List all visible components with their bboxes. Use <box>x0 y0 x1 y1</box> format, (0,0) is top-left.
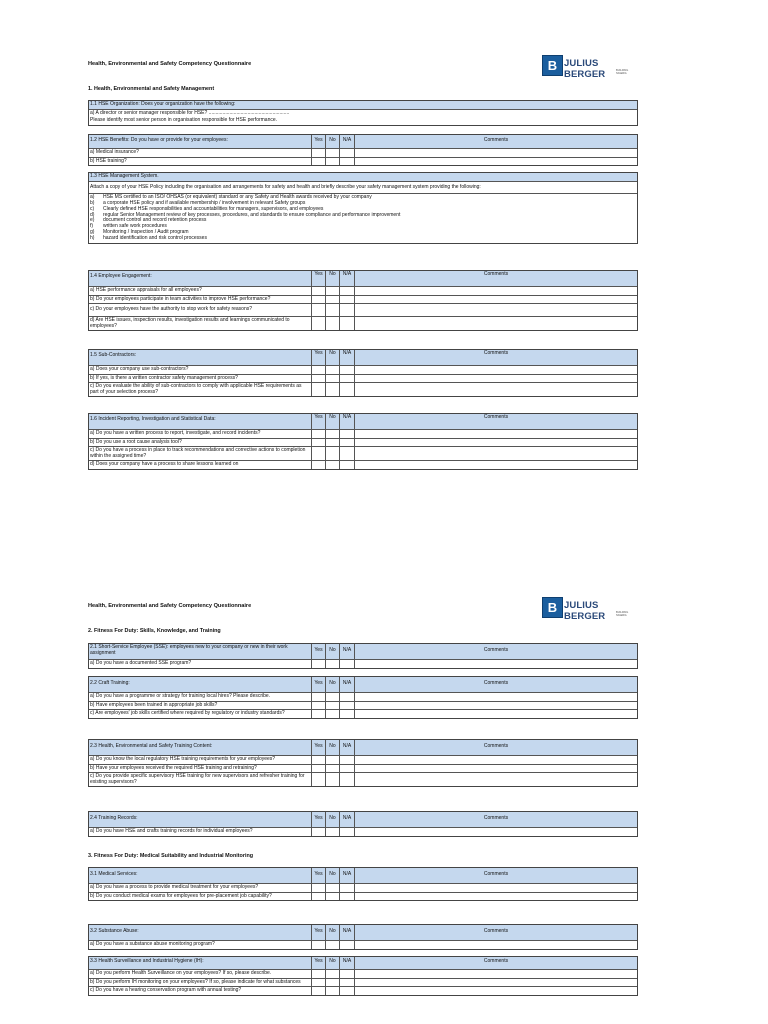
col-yes: Yes <box>311 271 325 286</box>
list-item: h) hazard identification and risk control processes <box>90 234 207 241</box>
answer-yes[interactable] <box>311 439 325 447</box>
comment-cell[interactable] <box>354 773 637 786</box>
answer-na[interactable] <box>339 447 354 460</box>
section-1-title: 1. Health, Environmental and Safety Management <box>88 86 215 92</box>
answer-na[interactable] <box>339 765 354 773</box>
table-2-4-title: 2.4 Training Records: <box>90 815 138 821</box>
julius-berger-logo <box>542 597 632 622</box>
section-3-title: 3. Fitness For Duty: Medical Suitability and Industrial Monitoring <box>88 853 254 859</box>
table-2-3-title: 2.3 Health, Environmental and Safety Training Content: <box>90 743 213 749</box>
col-na: N/A <box>339 868 354 883</box>
answer-na[interactable] <box>339 884 354 892</box>
answer-yes[interactable] <box>311 287 325 295</box>
col-comments: Comments <box>354 957 637 969</box>
answer-na[interactable] <box>339 979 354 987</box>
question-1-6-c: c) Do you have a process in place to track recommendations and corrective actions to completion within the assigned time? <box>90 447 306 459</box>
col-no: No <box>325 350 339 365</box>
question-2-3-c: c) Do you provide specific supervisory HSE training for new supervisors and refresher training for existing supervisors? <box>90 773 305 785</box>
comment-cell[interactable] <box>354 304 637 316</box>
table-1-3-title: 1.3 HSE Management System. <box>90 173 159 179</box>
list-item: e) document control and record retention process <box>90 217 207 224</box>
question-1-6-a: a) Do you have a written process to report, investigate, and record incidents? <box>90 430 261 436</box>
table-2-2 <box>88 676 638 719</box>
answer-na[interactable] <box>339 430 354 438</box>
julius-berger-logo <box>542 55 632 80</box>
col-na: N/A <box>339 677 354 692</box>
question-2-4-a: a) Do you have HSE and crafts training records for individual employees? <box>90 828 253 834</box>
answer-yes[interactable] <box>311 430 325 438</box>
question-1-5-a: a) Does your company use sub-contractors? <box>90 366 189 372</box>
answer-na[interactable] <box>339 287 354 295</box>
comment-cell[interactable] <box>354 149 637 157</box>
answer-yes[interactable] <box>311 461 325 469</box>
answer-no[interactable] <box>325 296 339 304</box>
table-1-5 <box>88 349 638 397</box>
comment-cell[interactable] <box>354 430 637 438</box>
answer-no[interactable] <box>325 941 339 949</box>
answer-no[interactable] <box>325 317 339 330</box>
list-item: b) a corporate HSE policy and if available membership / involvement in relevant Safety groups <box>90 199 306 206</box>
table-2-1 <box>88 643 638 669</box>
logo-wordmark: JULIUS BERGER <box>564 600 606 622</box>
comment-cell[interactable] <box>354 317 637 330</box>
table-1-3-intro: Attach a copy of your HSE Policy including the organisation and arrangements for safety and health and briefly describe your safety management system providing the following: <box>90 183 481 190</box>
table-3-3-title: 3.3 Health Surveillance and Industrial Hygiene (IH): <box>90 958 204 964</box>
answer-no[interactable] <box>325 828 339 836</box>
col-yes: Yes <box>311 644 325 659</box>
section-2-title: 2. Fitness For Duty: Skills, Knowledge, and Training <box>88 628 221 634</box>
logo-tagline: BUILDING NIGERIA <box>616 69 629 75</box>
answer-no[interactable] <box>325 149 339 157</box>
question-2-2-b: b) Have employees been trained in appropriate job skills? <box>90 701 218 708</box>
col-no: No <box>325 957 339 969</box>
question-1-1-note: Please identify most senior person in organisation responsible for HSE performance. <box>90 117 278 124</box>
comment-cell[interactable] <box>354 287 637 295</box>
table-1-5-title: 1.5 Sub-Contractors: <box>90 352 137 358</box>
answer-na[interactable] <box>339 296 354 304</box>
question-3-3-c: c) Do you have a hearing conservation program with annual testing? <box>90 987 242 994</box>
answer-na[interactable] <box>339 702 354 710</box>
answer-na[interactable] <box>339 461 354 469</box>
answer-no[interactable] <box>325 304 339 316</box>
answer-no[interactable] <box>325 970 339 978</box>
comment-cell[interactable] <box>354 158 637 166</box>
col-na: N/A <box>339 925 354 940</box>
col-no: No <box>325 271 339 286</box>
question-2-3-b: b) Have your employees received the required HSE training and retraining? <box>90 764 257 771</box>
comment-cell[interactable] <box>354 884 637 892</box>
col-yes: Yes <box>311 925 325 940</box>
table-1-3 <box>88 172 638 244</box>
comment-cell[interactable] <box>354 987 637 995</box>
col-comments: Comments <box>354 350 637 365</box>
table-1-6-title: 1.6 Incident Reporting, Investigation and Statistical Data: <box>90 416 216 422</box>
answer-na[interactable] <box>339 773 354 786</box>
table-3-1-title: 3.1 Medical Services: <box>90 871 138 877</box>
answer-na[interactable] <box>339 317 354 330</box>
page-2 <box>0 512 768 1024</box>
col-no: No <box>325 414 339 429</box>
question-1-1-a: a) A director or senior manager responsible for HSE? .......................................................... <box>90 109 290 116</box>
answer-yes[interactable] <box>311 149 325 157</box>
table-1-2 <box>88 134 638 166</box>
question-2-1-a: a) Do you have a documented SSE program? <box>90 660 192 666</box>
question-2-2-a: a) Do you have a programme or strategy for training local hires? Please describe. <box>90 693 271 699</box>
question-3-3-a: a) Do you perform Health Surveillance on your employees? If so, please describe. <box>90 970 272 976</box>
comment-cell[interactable] <box>354 710 637 718</box>
answer-yes[interactable] <box>311 773 325 786</box>
answer-na[interactable] <box>339 828 354 836</box>
answer-yes[interactable] <box>311 693 325 701</box>
table-1-6 <box>88 413 638 470</box>
question-1-5-c: c) Do you evaluate the ability of sub-contractors to comply with applicable HSE requirements as part of your selection process? <box>90 383 302 395</box>
logo-b-icon: B <box>542 55 563 76</box>
comment-cell[interactable] <box>354 970 637 978</box>
comment-cell[interactable] <box>354 296 637 304</box>
answer-na[interactable] <box>339 158 354 166</box>
comment-cell[interactable] <box>354 660 637 668</box>
question-1-4-a: a) HSE performance appraisals for all employees? <box>90 287 202 293</box>
table-1-4-title: 1.4 Employee Engagement: <box>90 273 152 279</box>
col-na: N/A <box>339 812 354 827</box>
table-3-2-title: 3.2 Substance Abuse: <box>90 928 139 934</box>
answer-no[interactable] <box>325 287 339 295</box>
answer-yes[interactable] <box>311 158 325 166</box>
comment-cell[interactable] <box>354 383 637 396</box>
comment-cell[interactable] <box>354 461 637 469</box>
question-3-3-b: b) Do you perform IH monitoring on your employees? If so, please indicate for what substances <box>90 978 301 985</box>
comment-cell[interactable] <box>354 756 637 764</box>
comment-cell[interactable] <box>354 979 637 987</box>
comment-cell[interactable] <box>354 765 637 773</box>
question-1-5-b: b) If yes, is there a written contractor safety management process? <box>90 374 238 381</box>
col-no: No <box>325 677 339 692</box>
answer-yes[interactable] <box>311 660 325 668</box>
logo-wordmark: JULIUS BERGER <box>564 58 606 80</box>
col-comments: Comments <box>354 271 637 286</box>
answer-yes[interactable] <box>311 375 325 383</box>
col-no: No <box>325 644 339 659</box>
table-1-2-title: 1.2 HSE Benefits: Do you have or provide for your employees: <box>90 137 228 143</box>
answer-yes[interactable] <box>311 317 325 330</box>
answer-yes[interactable] <box>311 383 325 396</box>
list-item: d) regular Senior Management review of key processes, procedures, and standards to ensure compliance and performance improvement <box>90 211 401 218</box>
table-1-1-title: 1.1 HSE Organization: Does your organization have the following: <box>90 101 236 107</box>
answer-na[interactable] <box>339 710 354 718</box>
answer-yes[interactable] <box>311 941 325 949</box>
table-2-3 <box>88 739 638 787</box>
col-na: N/A <box>339 740 354 755</box>
col-comments: Comments <box>354 740 637 755</box>
col-na: N/A <box>339 957 354 969</box>
col-na: N/A <box>339 135 354 148</box>
answer-yes[interactable] <box>311 970 325 978</box>
question-1-6-b: b) Do you use a root cause analysis tool? <box>90 438 182 445</box>
comment-cell[interactable] <box>354 828 637 836</box>
question-3-1-a: a) Do you have a process to provide medical treatment for your employees? <box>90 884 259 890</box>
table-3-1 <box>88 867 638 901</box>
question-2-2-c: c) Are employees' job skills certified where required by regulatory or industry standards? <box>90 710 285 717</box>
answer-no[interactable] <box>325 375 339 383</box>
logo-b-icon: B <box>542 597 563 618</box>
answer-yes[interactable] <box>311 296 325 304</box>
col-no: No <box>325 868 339 883</box>
col-comments: Comments <box>354 135 637 148</box>
col-comments: Comments <box>354 812 637 827</box>
answer-na[interactable] <box>339 987 354 995</box>
col-yes: Yes <box>311 677 325 692</box>
answer-no[interactable] <box>325 461 339 469</box>
answer-na[interactable] <box>339 693 354 701</box>
answer-na[interactable] <box>339 439 354 447</box>
answer-no[interactable] <box>325 979 339 987</box>
col-yes: Yes <box>311 350 325 365</box>
table-1-4 <box>88 270 638 331</box>
table-2-2-title: 2.2 Craft Training: <box>90 680 130 686</box>
answer-na[interactable] <box>339 970 354 978</box>
answer-yes[interactable] <box>311 304 325 316</box>
answer-no[interactable] <box>325 702 339 710</box>
question-1-6-d: d) Does your company have a process to share lessons learned on <box>90 461 239 468</box>
col-comments: Comments <box>354 644 637 659</box>
answer-no[interactable] <box>325 430 339 438</box>
answer-no[interactable] <box>325 439 339 447</box>
answer-no[interactable] <box>325 710 339 718</box>
answer-yes[interactable] <box>311 987 325 995</box>
answer-na[interactable] <box>339 149 354 157</box>
col-no: No <box>325 740 339 755</box>
answer-no[interactable] <box>325 756 339 764</box>
answer-no[interactable] <box>325 773 339 786</box>
comment-cell[interactable] <box>354 941 637 949</box>
table-1-1 <box>88 100 638 126</box>
document-title: Health, Environmental and Safety Competency Questionnaire <box>88 603 252 609</box>
answer-yes[interactable] <box>311 828 325 836</box>
col-yes: Yes <box>311 414 325 429</box>
col-yes: Yes <box>311 957 325 969</box>
col-na: N/A <box>339 271 354 286</box>
col-no: No <box>325 925 339 940</box>
answer-na[interactable] <box>339 660 354 668</box>
answer-na[interactable] <box>339 383 354 396</box>
answer-na[interactable] <box>339 304 354 316</box>
answer-yes[interactable] <box>311 366 325 374</box>
col-yes: Yes <box>311 812 325 827</box>
col-yes: Yes <box>311 868 325 883</box>
answer-no[interactable] <box>325 660 339 668</box>
comment-cell[interactable] <box>354 702 637 710</box>
col-comments: Comments <box>354 414 637 429</box>
table-3-3 <box>88 956 638 996</box>
answer-na[interactable] <box>339 375 354 383</box>
answer-na[interactable] <box>339 941 354 949</box>
table-2-4 <box>88 811 638 837</box>
question-1-4-d: d) Are HSE issues, inspection results, investigation results and learnings communicated to employees? <box>90 317 290 329</box>
table-2-1-title: 2.1 Short-Service Employee (SSE): employees new to your company or new in their work assignment <box>90 644 288 656</box>
answer-no[interactable] <box>325 447 339 460</box>
question-3-2-a: a) Do you have a substance abuse monitoring program? <box>90 941 215 947</box>
answer-na[interactable] <box>339 366 354 374</box>
list-item: f) written safe work procedures <box>90 223 167 230</box>
comment-cell[interactable] <box>354 375 637 383</box>
question-1-4-c: c) Do your employees have the authority to stop work for safety reasons? <box>90 306 253 313</box>
col-na: N/A <box>339 644 354 659</box>
answer-yes[interactable] <box>311 710 325 718</box>
question-1-2-a: a) Medical insurance? <box>90 149 139 155</box>
comment-cell[interactable] <box>354 439 637 447</box>
comment-cell[interactable] <box>354 693 637 701</box>
answer-yes[interactable] <box>311 756 325 764</box>
answer-na[interactable] <box>339 893 354 901</box>
logo-tagline: BUILDING NIGERIA <box>616 611 629 617</box>
col-no: No <box>325 135 339 148</box>
answer-yes[interactable] <box>311 884 325 892</box>
question-3-1-b: b) Do you conduct medical exams for employees for pre-placement job capability? <box>90 892 272 899</box>
col-comments: Comments <box>354 868 637 883</box>
comment-cell[interactable] <box>354 447 637 460</box>
question-1-2-b: b) HSE training? <box>90 157 127 164</box>
answer-yes[interactable] <box>311 893 325 901</box>
answer-no[interactable] <box>325 893 339 901</box>
col-yes: Yes <box>311 135 325 148</box>
answer-no[interactable] <box>325 884 339 892</box>
col-comments: Comments <box>354 925 637 940</box>
answer-no[interactable] <box>325 987 339 995</box>
answer-no[interactable] <box>325 383 339 396</box>
col-comments: Comments <box>354 677 637 692</box>
comment-cell[interactable] <box>354 366 637 374</box>
list-item: g) Monitoring / Inspection / Audit program <box>90 228 189 235</box>
comment-cell[interactable] <box>354 893 637 901</box>
answer-no[interactable] <box>325 765 339 773</box>
table-1-3-list <box>89 194 401 242</box>
answer-yes[interactable] <box>311 447 325 460</box>
question-2-3-a: a) Do you know the local regulatory HSE training requirements for your employees? <box>90 756 276 762</box>
answer-yes[interactable] <box>311 702 325 710</box>
col-yes: Yes <box>311 740 325 755</box>
table-3-2 <box>88 924 638 950</box>
answer-yes[interactable] <box>311 765 325 773</box>
col-no: No <box>325 812 339 827</box>
list-item: c) Clearly defined HSE responsibilities and accountabilities for managers, supervisors, and employees <box>90 205 324 212</box>
document-title: Health, Environmental and Safety Competency Questionnaire <box>88 61 252 67</box>
answer-no[interactable] <box>325 158 339 166</box>
answer-na[interactable] <box>339 756 354 764</box>
col-na: N/A <box>339 414 354 429</box>
col-na: N/A <box>339 350 354 365</box>
list-item: a) HSE MS certified to an ISO/ OHSAS (or equivalent) standard or any Safety and Health awards received by your company <box>90 194 372 201</box>
answer-no[interactable] <box>325 693 339 701</box>
answer-yes[interactable] <box>311 979 325 987</box>
question-1-4-b: b) Do your employees participate in team activities to improve HSE performance? <box>90 295 271 302</box>
answer-no[interactable] <box>325 366 339 374</box>
